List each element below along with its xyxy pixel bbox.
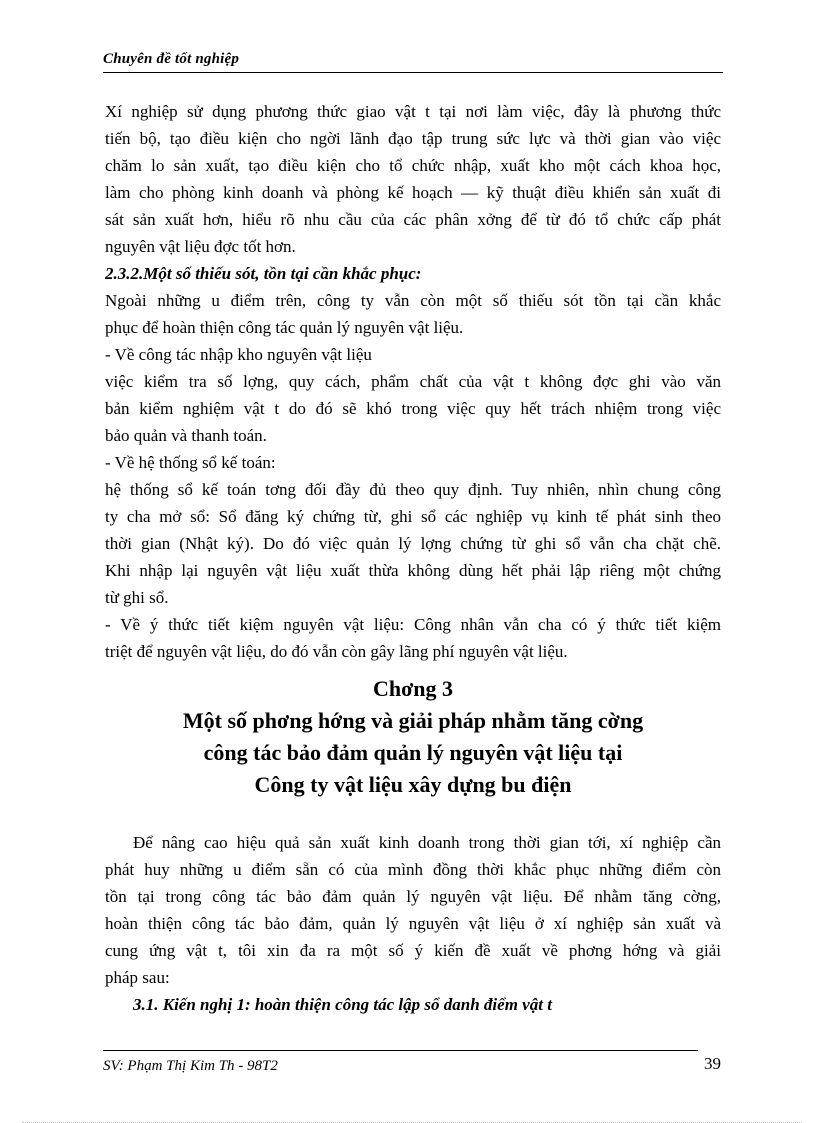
- chapter-title-line: công tác bảo đảm quản lý nguyên vật liệu tại: [203, 740, 623, 765]
- intro-paragraph: [105, 98, 721, 260]
- page-header: [103, 50, 723, 73]
- section-heading: 2.3.2.Một số thiếu sót, tồn tại cần khắc phục:: [105, 264, 422, 283]
- text-line: thời gian (Nhật ký). Do đó việc quản lý lợng chứng từ ghi sổ vẫn cha chặt chẽ.: [105, 534, 721, 553]
- text-line: cung ứng vật t, tôi xin đa ra một số ý kiến đề xuất về phơng hớng và giải: [105, 941, 721, 960]
- text-line: Xí nghiệp sử dụng phương thức giao vật t tại nơi làm việc, đây là phương thức: [105, 102, 721, 121]
- text-line: - Về ý thức tiết kiệm nguyên vật liệu: Công nhân vẫn cha có ý thức tiết kiệm: [105, 615, 721, 634]
- text-line: sát sản xuất hơn, hiểu rõ nhu cầu của các phân xởng để từ đó tổ chức cấp phát: [105, 210, 721, 229]
- document-body: [105, 98, 721, 1018]
- text-line: ty cha mở sổ: Sổ đăng ký chứng từ, ghi sổ các nghiệp vụ kinh tế phát sinh theo: [105, 507, 721, 526]
- text-line: hoàn thiện công tác bảo đảm, quản lý nguyên vật liệu ở xí nghiệp sản xuất và: [105, 914, 721, 933]
- spacer: [105, 801, 721, 829]
- chapter-number: Chơng 3: [372, 676, 454, 701]
- section-232-content: [105, 287, 721, 665]
- text-line: việc kiểm tra số lợng, quy cách, phẩm chất của vật t không đợc ghi vào văn: [105, 372, 721, 391]
- text-line: Ngoài những u điểm trên, công ty vẫn còn một số thiếu sót tồn tại cần khắc: [105, 291, 721, 310]
- text-line: tiến bộ, tạo điều kiện cho ngời lãnh đạo tập trung sức lực và thời gian vào việc: [105, 129, 721, 148]
- text-line: pháp sau:: [105, 968, 170, 987]
- text-line: làm cho phòng kinh doanh và phòng kế hoạch — kỹ thuật điều khiển sản xuất đi: [105, 183, 721, 202]
- footer-divider: [103, 1050, 698, 1051]
- text-line: tồn tại trong công tác bảo đảm quản lý nguyên vật liệu. Để nhằm tăng cờng,: [105, 887, 721, 906]
- text-line: hệ thống sổ kế toán tơng đối đầy đủ theo quy định. Tuy nhiên, nhìn chung công: [105, 480, 721, 499]
- footer-author: SV: Phạm Thị Kim Th - 98T2: [103, 1058, 278, 1074]
- text-line: phát huy những u điểm sẵn có của mình đồng thời khắc phục những điểm còn: [105, 860, 721, 879]
- text-line: - Về hệ thống sổ kế toán:: [105, 453, 276, 472]
- chapter-heading: [105, 673, 721, 801]
- page-footer: [103, 1050, 723, 1080]
- text-line: bảo quản và thanh toán.: [105, 426, 267, 445]
- chapter-title-line: Công ty vật liệu xây dựng bu điện: [254, 772, 572, 797]
- text-line: từ ghi sổ.: [105, 588, 169, 607]
- text-line: nguyên vật liệu đợc tốt hơn.: [105, 237, 296, 256]
- text-line: triệt để nguyên vật liệu, do đó vẫn còn gây lãng phí nguyên vật liệu.: [105, 642, 568, 661]
- text-line: - Về công tác nhập kho nguyên vật liệu: [105, 345, 372, 364]
- text-line: bản kiểm nghiệm vật t do đó sẽ khó trong việc quy hết trách nhiệm trong việc: [105, 399, 721, 418]
- chapter-intro-paragraph: [105, 829, 721, 991]
- chapter-title-line: Một số phơng hớng và giải pháp nhằm tăng cờng: [182, 708, 644, 733]
- page-number: 39: [704, 1054, 721, 1073]
- header-title: Chuyên đề tốt nghiệp: [103, 51, 240, 67]
- text-line: Khi nhập lại nguyên vật liệu xuất thừa không dùng hết phải lập riêng một chứng: [105, 561, 721, 580]
- text-line: phục để hoàn thiện công tác quản lý nguyên vật liệu.: [105, 318, 464, 337]
- text-line: chăm lo sản xuất, tạo điều kiện cho tổ chức nhập, xuất kho một cách khoa học,: [105, 156, 721, 175]
- recommendation-heading: 3.1. Kiến nghị 1: hoàn thiện công tác lập sổ danh điểm vật t: [133, 995, 552, 1014]
- text-line: Để nâng cao hiệu quả sản xuất kinh doanh trong thời gian tới, xí nghiệp cần: [133, 833, 721, 852]
